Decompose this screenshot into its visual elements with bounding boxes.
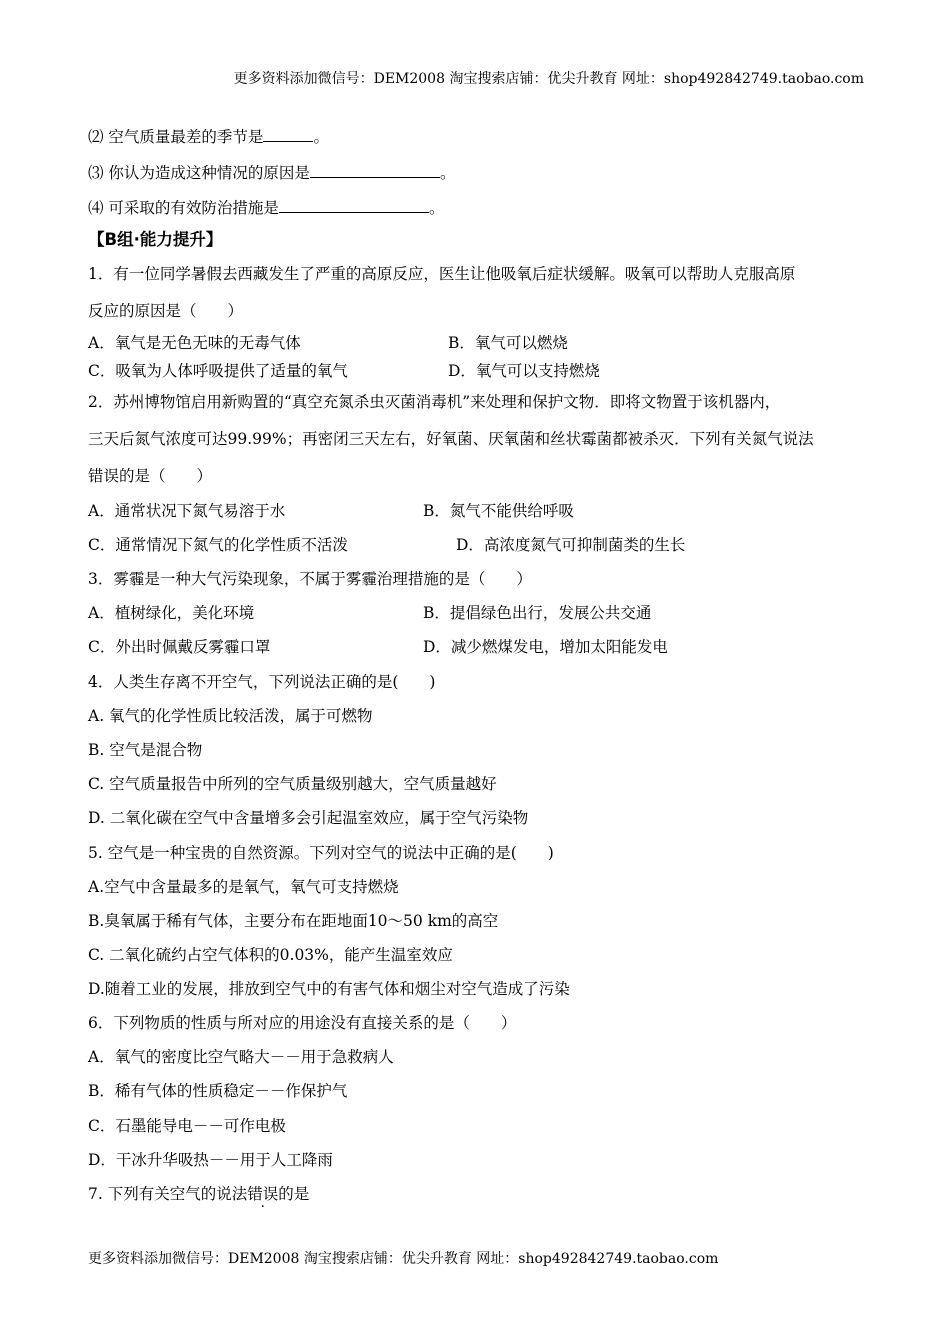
question-2-option-b: B．氮气不能供给呼吸 [423, 502, 574, 520]
question-6-option-b: B．稀有气体的性质稳定－－作保护气 [88, 1082, 348, 1100]
question-1-stem: 1．有一位同学暑假去西藏发生了严重的高原反应，医生让他吸氧后症状缓解。吸氧可以帮助人克服高原 [88, 265, 796, 283]
question-3-stem: 3．雾霾是一种大气污染现象，不属于雾霾治理措施的是（ ） [88, 570, 532, 588]
question-1-option-b: B．氧气可以燃烧 [448, 334, 568, 352]
question-5-option-a: A.空气中含量最多的是氧气，氧气可支持燃烧 [88, 878, 399, 896]
question-2-option-d: D．高浓度氮气可抑制菌类的生长 [456, 536, 686, 554]
question-4-option-b: B. 空气是混合物 [88, 741, 203, 759]
page-header: 更多资料添加微信号：DEM2008 淘宝搜索店铺：优尖升教育 网址：shop492842749.taobao.com [233, 71, 864, 87]
question-5-option-c: C. 二氧化硫约占空气体积的0.03%，能产生温室效应 [88, 946, 453, 964]
question-4-option-a: A. 氧气的化学性质比较活泼，属于可燃物 [88, 707, 373, 725]
question-7-stem: 7. 下列有关空气的说法错误的是 [88, 1185, 310, 1203]
section-title: 【B组·能力提升】 [88, 230, 223, 249]
question-1-stem-cont: 反应的原因是（ ） [88, 302, 244, 320]
question-4-stem: 4．人类生存离不开空气，下列说法正确的是( ) [88, 673, 436, 691]
prev-question-2: ⑵ 空气质量最差的季节是 。 [88, 128, 329, 146]
prev-question-3: ⑶ 你认为造成这种情况的原因是 。 [88, 164, 456, 182]
prev-question-4: ⑷ 可采取的有效防治措施是 。 [88, 199, 445, 217]
answer-blank [279, 197, 429, 213]
question-5-option-d: D.随着工业的发展，排放到空气中的有害气体和烟尘对空气造成了污染 [88, 980, 570, 998]
question-2-stem-cont: 三天后氮气浓度可达99.99%；再密闭三天左右，好氧菌、厌氧菌和丝状霉菌都被杀灭．下列有关氮气说法 [88, 430, 814, 448]
question-1-option-a: A．氧气是无色无味的无毒气体 [88, 334, 301, 352]
question-6-option-c: C．石墨能导电－－可作电极 [88, 1117, 286, 1135]
question-4-option-c: C. 空气质量报告中所列的空气质量级别越大，空气质量越好 [88, 775, 497, 793]
emphasized-word: 错误 [247, 1185, 279, 1203]
question-6-option-a: A．氧气的密度比空气略大－－用于急救病人 [88, 1048, 394, 1066]
question-6-stem: 6．下列物质的性质与所对应的用途没有直接关系的是（ ） [88, 1014, 517, 1032]
question-3-option-d: D．减少燃煤发电，增加太阳能发电 [423, 638, 668, 656]
question-3-option-a: A．植树绿化，美化环境 [88, 604, 255, 622]
question-3-option-b: B．提倡绿色出行，发展公共交通 [423, 604, 652, 622]
question-2-stem: 2．苏州博物馆启用新购置的“真空充氮杀虫灭菌消毒机”来处理和保护文物．即将文物置于该机器内， [88, 393, 781, 411]
question-2-option-c: C．通常情况下氮气的化学性质不活泼 [88, 536, 348, 554]
answer-blank [263, 126, 313, 142]
question-6-option-d: D．干冰升华吸热－－用于人工降雨 [88, 1151, 333, 1169]
question-2-option-a: A．通常状况下氮气易溶于水 [88, 502, 286, 520]
question-4-option-d: D. 二氧化碳在空气中含量增多会引起温室效应，属于空气污染物 [88, 809, 529, 827]
question-1-option-d: D．氧气可以支持燃烧 [448, 362, 600, 380]
page-footer: 更多资料添加微信号：DEM2008 淘宝搜索店铺：优尖升教育 网址：shop492842749.taobao.com [88, 1251, 719, 1267]
question-5-stem: 5. 空气是一种宝贵的自然资源。下列对空气的说法中正确的是( ) [88, 844, 554, 862]
question-1-option-c: C．吸氧为人体呼吸提供了适量的氧气 [88, 362, 348, 380]
question-5-option-b: B.臭氧属于稀有气体，主要分布在距地面10～50 km的高空 [88, 912, 499, 930]
question-3-option-c: C．外出时佩戴反雾霾口罩 [88, 638, 271, 656]
answer-blank [310, 162, 440, 178]
question-2-stem-cont2: 错误的是（ ） [88, 467, 213, 485]
